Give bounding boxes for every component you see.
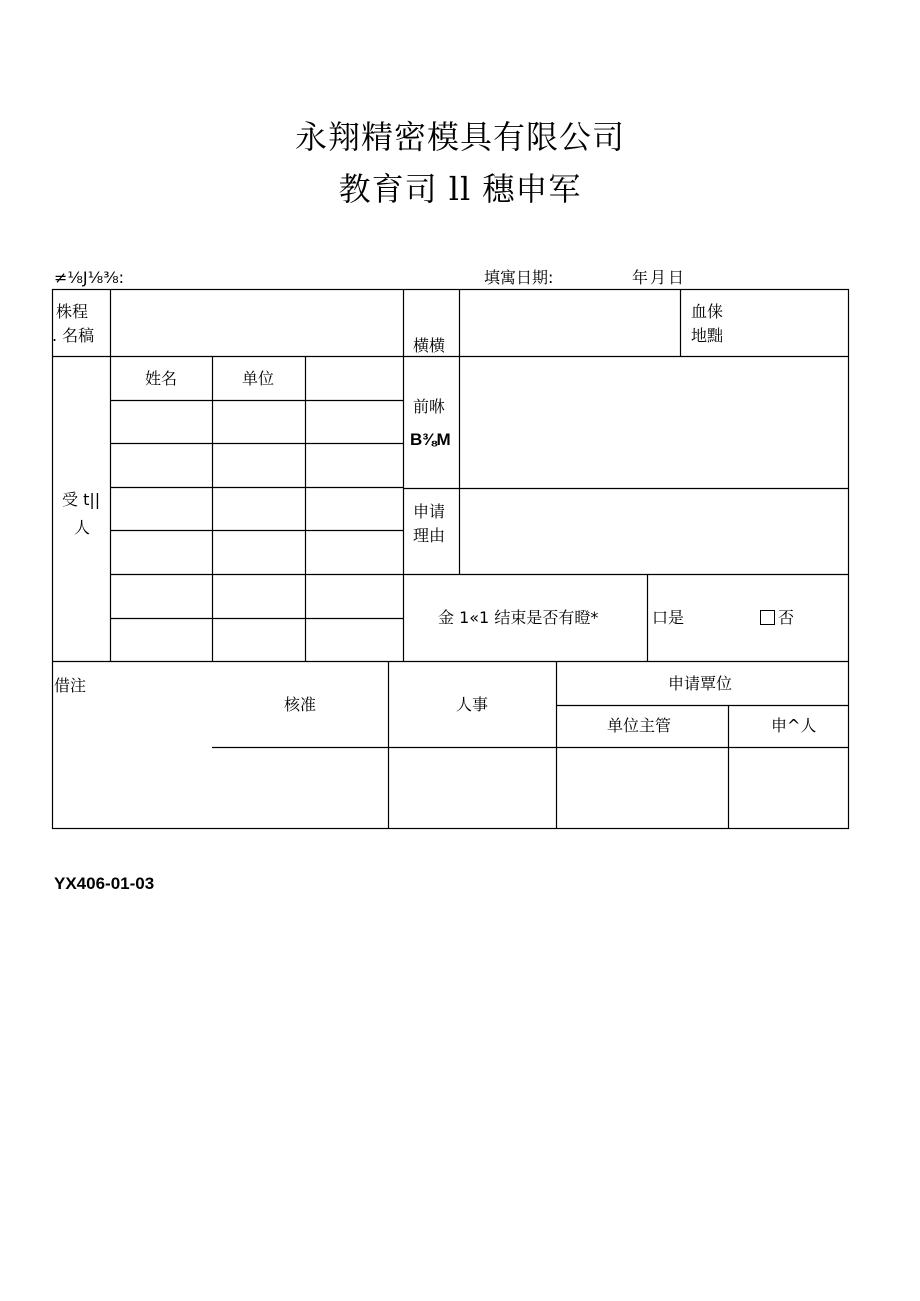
fill-date-label: 填寓日期: <box>484 268 554 287</box>
checkbox-icon[interactable] <box>760 610 775 625</box>
course-name-label-line2: . 名稿 <box>52 326 95 345</box>
reason-label-line2: 理由 <box>413 526 446 545</box>
course-name-label-line1: 株程 <box>56 302 89 321</box>
form-code: YX406-01-03 <box>54 874 155 893</box>
reason-label-line1: 申请 <box>413 502 446 521</box>
dept-head-label: 单位主管 <box>607 716 672 735</box>
applicant-label: 申^人 <box>771 716 817 735</box>
trainee-side-label-line1: 受 t|| <box>62 490 101 509</box>
company-name: 永翔精密模具有限公司 <box>294 118 625 156</box>
location-label-line1: 血俫 <box>691 302 724 321</box>
content-label-line2: B⅜M <box>410 430 451 449</box>
trainee-unit-header: 单位 <box>242 369 275 388</box>
date-units: 年月日 <box>632 268 687 287</box>
certificate-no-label: 否 <box>778 608 795 627</box>
course-mid-label: 横横 <box>413 336 446 355</box>
content-label-line1: 前咻 <box>413 397 446 416</box>
form-number-label: ≠⅛J⅛⅜: <box>54 268 125 287</box>
form-title: 教育司 ll 穗申军 <box>338 170 582 208</box>
certificate-no-option[interactable] <box>760 606 794 630</box>
certificate-yes-option[interactable]: 口是 <box>652 608 685 627</box>
remarks-label: 借注 <box>54 676 87 695</box>
approve-label: 核准 <box>284 695 317 714</box>
location-label-line2: 地黜 <box>691 326 724 345</box>
applicant-dept-label: 申请覃位 <box>668 674 733 693</box>
trainee-name-header: 姓名 <box>145 369 178 388</box>
trainee-side-label-line2: 人 <box>74 518 91 537</box>
certificate-question: 金 1«1 结束是否有瞪* <box>438 608 599 627</box>
hr-label: 人事 <box>456 695 489 714</box>
